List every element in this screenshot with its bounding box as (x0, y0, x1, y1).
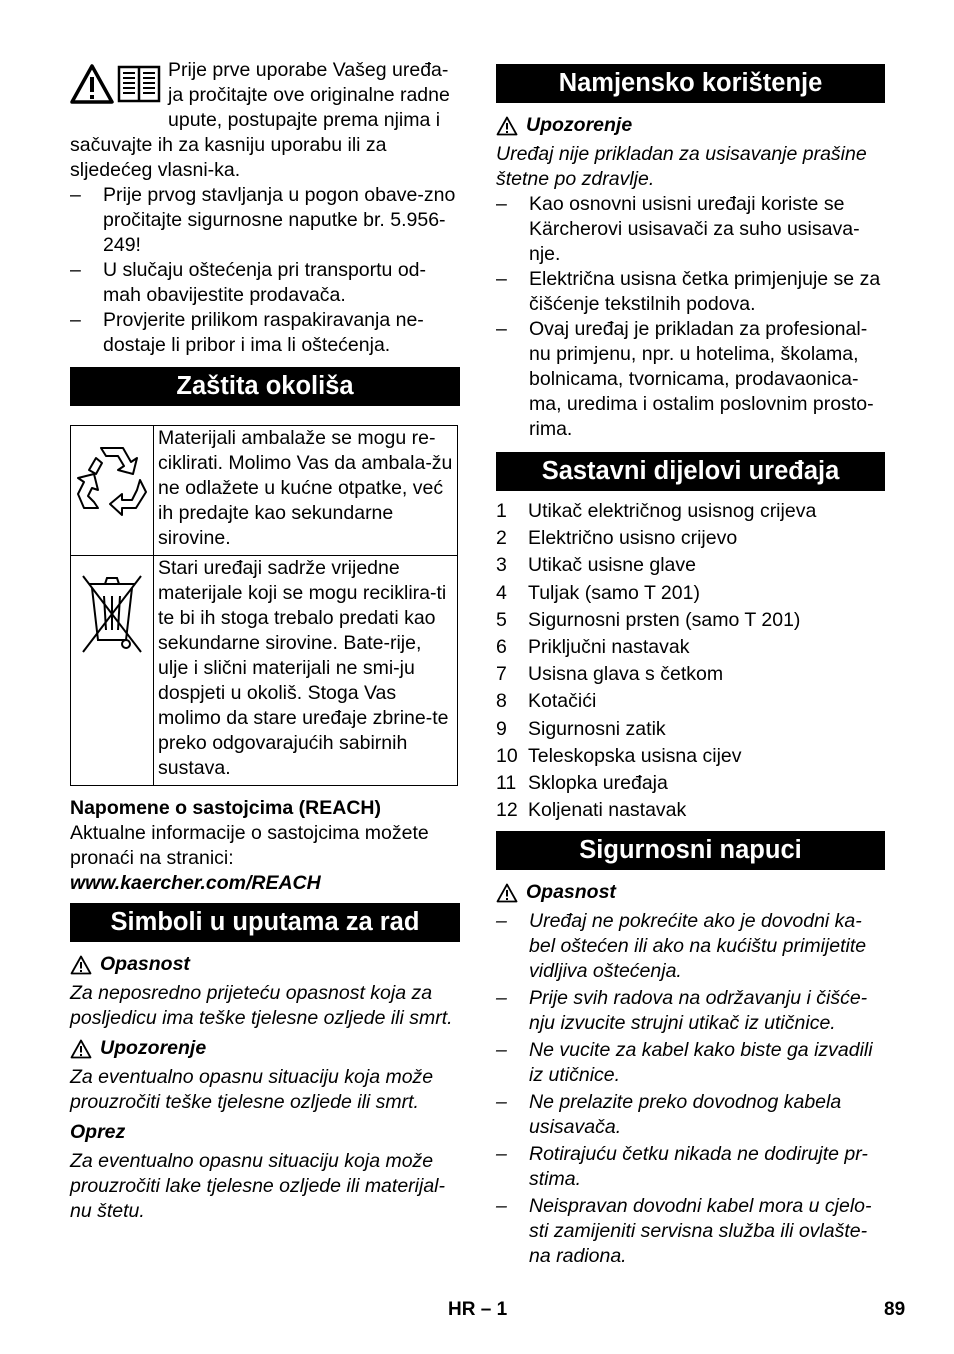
warning-triangle-icon (70, 64, 114, 104)
item-number: 10 (496, 744, 518, 767)
list-item (496, 770, 885, 797)
intro-text: Prije prve uporabe Vašeg uređa-ja pročitajte ove originalne radne upute, postupajte prema njima i sačuvajte ih za kasniju uporabu ili za sljedećeg vlasni-ka. (70, 59, 450, 181)
table-row (71, 426, 458, 556)
item-label: Sigurnosni zatik (528, 717, 666, 740)
list-item: – Ne vucite za kabel kako biste ga izvadili iz utičnice. (496, 1038, 885, 1088)
item-label: Sklopka uređaja (528, 771, 668, 794)
list-item (496, 743, 885, 770)
item-number: 12 (496, 799, 518, 822)
use-warning-label: Upozorenje (526, 114, 633, 136)
item-number: 4 (496, 581, 507, 604)
list-item: – Neispravan dovodni kabel mora u cjelo-sti zamijeniti servisna služba ili ovlašte-na radiona. (496, 1194, 885, 1269)
table-cell-text: Stari uređaji sadrže vrijedne materijale koji se mogu reciklira-ti te bi ih stoga trebalo predati kao sekundarne sirovine. Bate-rije, ulje i slični materijali ne smi-ju dospjeti u okoliš. Stoga Vas molimo da stare uređaje zbrine-te preko odgovarajućih sabirnih sustava. (154, 556, 458, 786)
section-heading-safety: Sigurnosni napuci (496, 831, 885, 870)
warning-text: Za eventualno opasnu situaciju koja može prouzročiti teške tjelesne ozljede ili smrt. (70, 1066, 434, 1113)
item-number: 7 (496, 663, 507, 686)
list-item (496, 607, 885, 634)
list-item: – Uređaj ne pokrećite ako je dovodni ka-bel oštećen ili ako na kućištu primijetite vidljiva oštećenja. (496, 909, 885, 984)
item-label: Teleskopska usisna cijev (528, 744, 742, 767)
list-item (496, 580, 885, 607)
item-number: 2 (496, 527, 507, 550)
environment-table (70, 425, 458, 786)
intro-paragraph (70, 58, 460, 183)
list-item: – Ovaj uređaj je prikladan za profesional-nu primjenu, npr. u hotelima, školama, bolnicama, tvornicama, prodavaonica-ma, uredima i ostalim poslovnim prosto-rima. (496, 317, 885, 442)
item-label: Usisna glava s četkom (528, 663, 724, 686)
table-cell-icon (71, 556, 154, 786)
footer-page-number: 89 (884, 1299, 906, 1320)
crossed-bin-icon (77, 570, 147, 654)
item-label: Utikač usisne glave (528, 554, 696, 577)
recycle-icon (74, 436, 150, 516)
item-number: 1 (496, 500, 507, 522)
warning-triangle-icon (70, 1039, 92, 1059)
left-column (70, 58, 460, 1224)
reach-link[interactable]: www.kaercher.com/REACH (70, 872, 321, 894)
footer-language-page: HR – 1 (448, 1299, 508, 1320)
intro-icons (70, 64, 166, 114)
caution-text: Za eventualno opasnu situaciju koja može prouzročiti lake tjelesne ozljede ili materijal-nu štetu. (70, 1150, 445, 1222)
table-row (71, 556, 458, 786)
item-label: Sigurnosni prsten (samo T 201) (528, 608, 801, 631)
item-number: 8 (496, 690, 507, 713)
intro-list (70, 183, 460, 358)
danger-text: Za neposredno prijeteću opasnost koja za posljedicu ima teške tjelesne ozljede ili smrt. (70, 982, 453, 1029)
list-item: – Kao osnovni usisni uređaji koriste se Kärcherovi usisavači za suho usisava-nje. (496, 192, 885, 267)
list-item: – Rotirajuću četku nikada ne dodirujte pr-stima. (496, 1142, 885, 1192)
use-warning-text: Uređaj nije prikladan za usisavanje prašine štetne po zdravlje. (496, 143, 867, 190)
item-label: Koljenati nastavak (528, 799, 687, 822)
list-item: – Električna usisna četka primjenjuje se za čišćenje tekstilnih podova. (496, 267, 885, 317)
section-heading-intended-use: Namjensko korištenje (496, 64, 885, 103)
list-item (496, 688, 885, 715)
item-label: Električno usisno crijevo (528, 527, 738, 550)
list-item: – Prije svih radova na održavanju i čišće-nju izvucite strujni utikač iz utičnice. (496, 986, 885, 1036)
list-item (496, 661, 885, 688)
item-label: Tuljak (samo T 201) (528, 581, 700, 604)
list-item (496, 716, 885, 743)
warning-label: Upozorenje (100, 1037, 207, 1059)
danger-label: Opasnost (100, 953, 190, 975)
intended-use-list (496, 192, 885, 442)
safety-danger-label: Opasnost (526, 881, 616, 904)
list-item (496, 525, 885, 552)
warning-signal (70, 1036, 460, 1061)
warning-triangle-icon (496, 883, 518, 903)
safety-list (496, 909, 885, 1269)
safety-danger-signal (496, 880, 885, 905)
list-item: – Ne prelazite preko dovodnog kabela usisavača. (496, 1090, 885, 1140)
section-heading-symbols: Simboli u uputama za rad (70, 903, 460, 942)
table-cell-text: Materijali ambalaže se mogu re-ciklirati. Molimo Vas da ambala-žu ne odlažete u kućne otpatke, već ih predajte kao sekundarne sirovine. (154, 426, 458, 556)
warning-triangle-icon (496, 116, 518, 136)
list-item: – Provjerite prilikom raspakiravanja ne-dostaje li pribor i ima li oštećenja. (70, 308, 460, 358)
manual-book-icon (116, 64, 162, 104)
list-item: – U slučaju oštećenja pri transportu od-mah obavijestite prodavača. (70, 258, 460, 308)
item-number: 5 (496, 608, 507, 631)
item-number: 11 (496, 771, 517, 794)
list-item: – Prije prvog stavljanja u pogon obave-zno pročitajte sigurnosne naputke br. 5.956-249! (70, 183, 460, 258)
list-item (496, 498, 885, 525)
caution-label: Oprez (70, 1121, 126, 1143)
item-number: 9 (496, 717, 507, 740)
components-list (496, 498, 885, 824)
use-warning-signal (496, 113, 885, 138)
section-heading-environment: Zaštita okoliša (70, 367, 460, 406)
section-heading-components: Sastavni dijelovi uređaja (496, 452, 885, 491)
item-label: Priključni nastavak (528, 635, 690, 658)
reach-title: Napomene o sastojcima (REACH) (70, 797, 381, 819)
item-number: 6 (496, 635, 507, 658)
list-item (496, 797, 885, 824)
right-column (496, 58, 885, 1269)
item-number: 3 (496, 554, 507, 577)
warning-triangle-icon (70, 955, 92, 975)
item-label: Utikač električnog usisnog crijeva (528, 500, 817, 522)
caution-signal (70, 1120, 460, 1145)
item-label: Kotačići (528, 690, 597, 713)
list-item (496, 552, 885, 579)
danger-signal (70, 952, 460, 977)
table-cell-icon (71, 426, 154, 556)
list-item (496, 634, 885, 661)
reach-text: Aktualne informacije o sastojcima možete pronaći na stranici: (70, 822, 429, 869)
